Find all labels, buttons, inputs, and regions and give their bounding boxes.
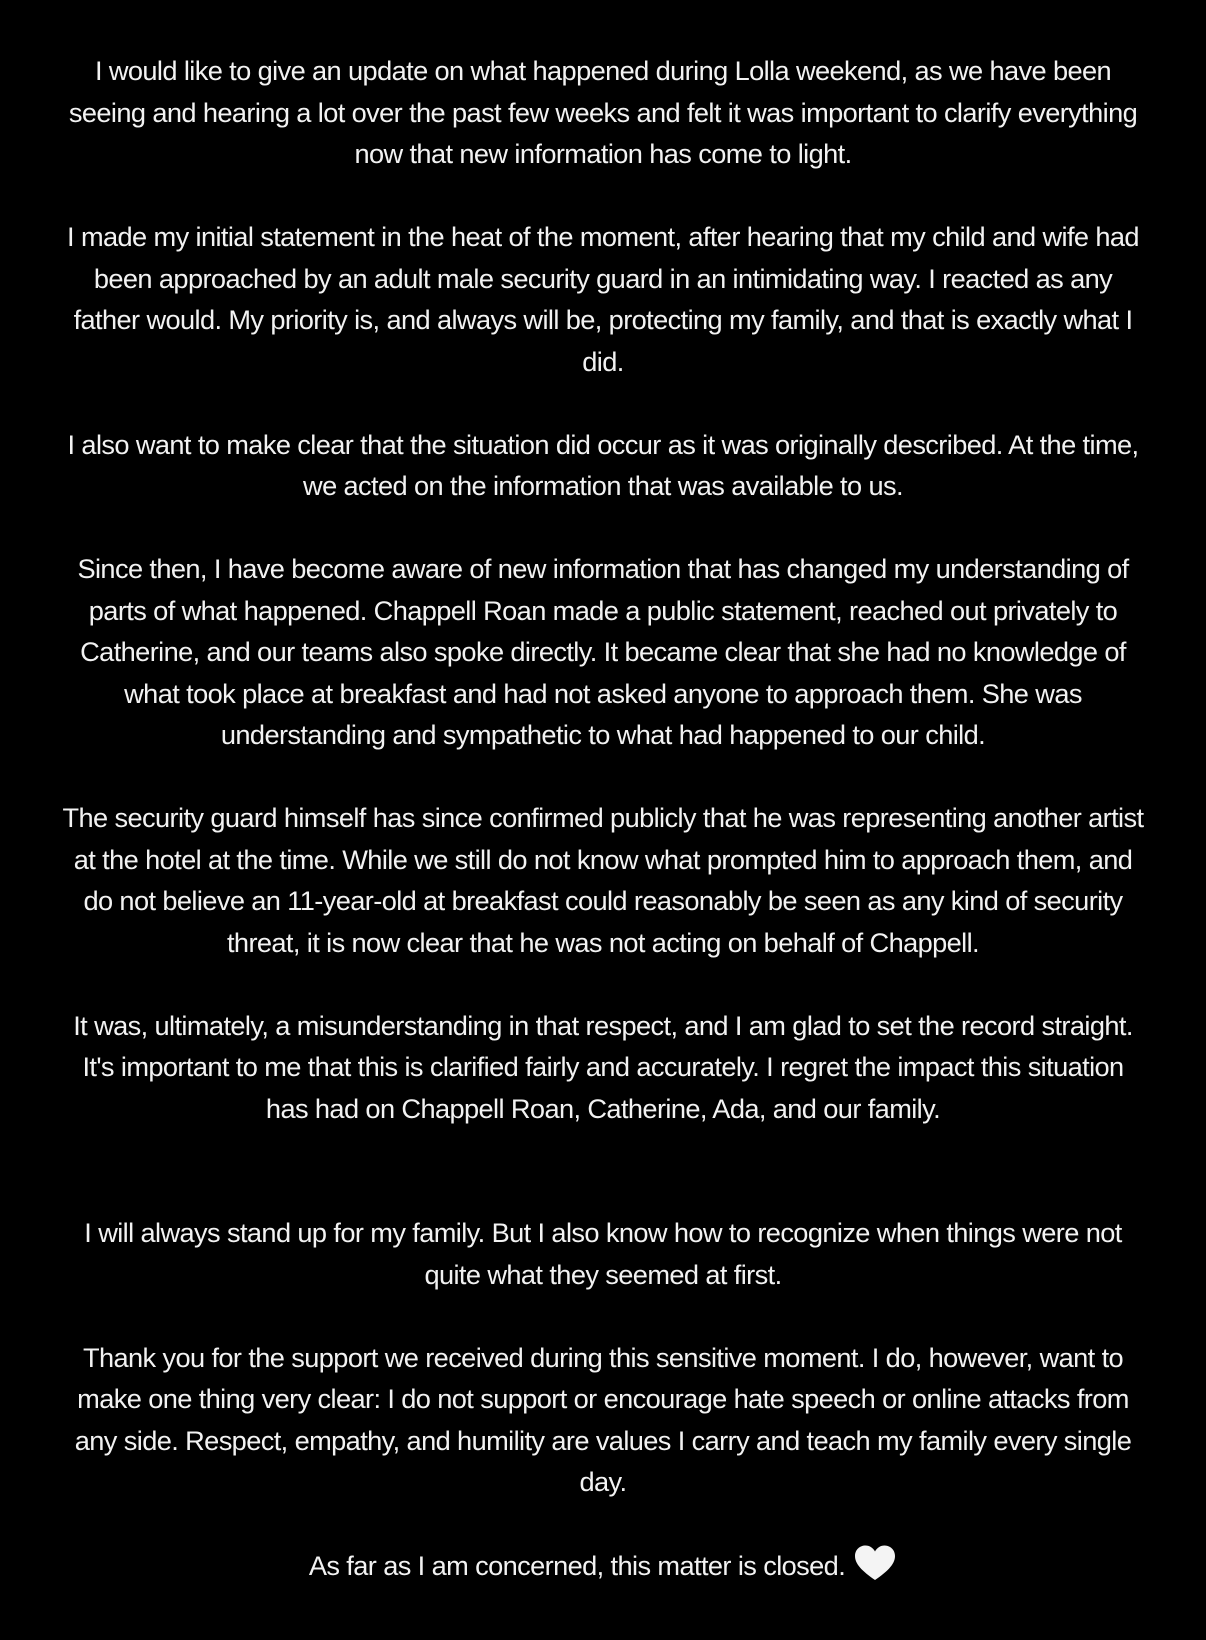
- closing-text: As far as I am concerned, this matter is closed.: [308, 1550, 846, 1581]
- paragraph-lolla-update: I would like to give an update on what happened during Lolla weekend, as we have been seeing and hearing a lot over the past few weeks and felt it was important to clarify everything now that new information has come to light.: [68, 55, 1138, 169]
- paragraph-stand-up-for-family: I will always stand up for my family. But I also know how to recognize when things were not quite what they seemed at first.: [84, 1217, 1122, 1290]
- closing-line: [58, 1544, 1148, 1587]
- paragraph-initial-statement: I made my initial statement in the heat of the moment, after hearing that my child and wife had been approached by an adult male security guard in an intimidating way. I reacted as any father would. My priority is, and always will be, protecting my family, and that is exactly what I did.: [67, 221, 1139, 377]
- paragraph-security-guard: The security guard himself has since confirmed publicly that he was representing another artist at the hotel at the time. While we still do not know what prompted him to approach them, and do not believe an 11-year-old at breakfast could reasonably be seen as any kind of security threat, it is now clear that he was not acting on behalf of Chappell.: [62, 802, 1144, 958]
- paragraph-thank-you: Thank you for the support we received during this sensitive moment. I do, however, want to make one thing very clear: I do not support or encourage hate speech or online attacks from any side. Respect, empathy, and humility are values I carry and teach my family every single day.: [74, 1341, 1132, 1497]
- white-heart-icon: [853, 1544, 897, 1582]
- paragraph-new-information: Since then, I have become aware of new information that has changed my understanding of parts of what happened. Chappell Roan made a public statement, reached out privately to Catherine, and our teams also spoke directly. It became clear that she had no knowledge of what took place at breakfast and had not asked anyone to approach them. She was understanding and sympathetic to what had happened to our child.: [77, 553, 1129, 750]
- paragraph-misunderstanding: It was, ultimately, a misunderstanding in that respect, and I am glad to set the record straight. It's important to me that this is clarified fairly and accurately. I regret the impact this situation has had on Chappell Roan, Catherine, Ada, and our family.: [73, 1009, 1133, 1124]
- paragraph-situation-occurred: I also want to make clear that the situation did occur as it was originally described. At the time, we acted on the information that was available to us.: [67, 428, 1139, 501]
